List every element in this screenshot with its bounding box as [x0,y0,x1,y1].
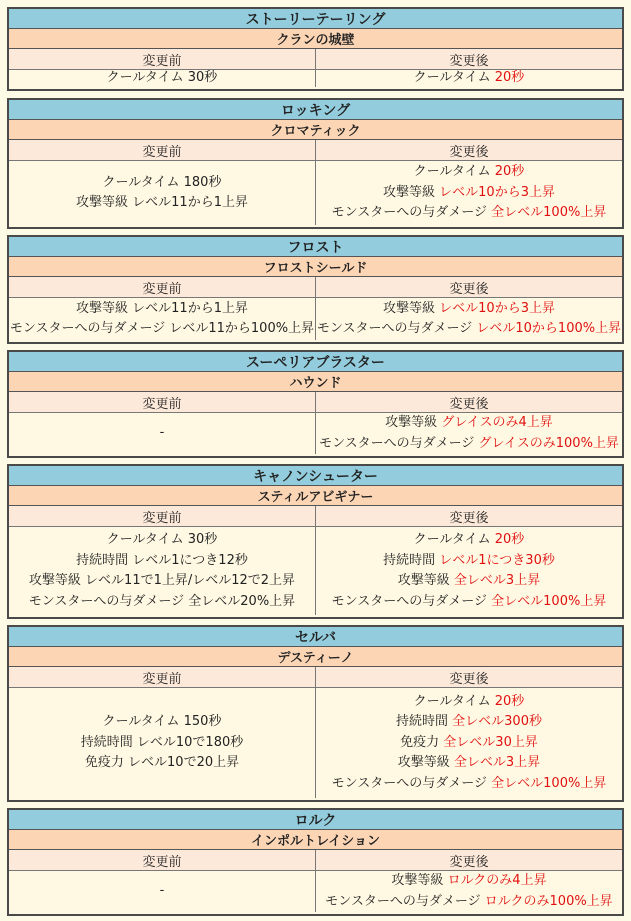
before-label: 変更前 [9,49,315,69]
changed-value: 全レベル3上昇 [453,755,541,771]
comparison-body [9,688,622,798]
after-line [319,434,619,455]
stat-text: 免疫力 レベル10で20上昇 [84,755,240,771]
before-cell [9,413,315,454]
column-labels [9,506,622,527]
stat-text: モンスターへの与ダメージ [319,435,479,451]
column-labels [9,49,622,70]
skill-name: スティルアビギナー [9,486,622,506]
stat-text: 攻撃等級 [383,300,440,316]
comparison-body [9,161,622,225]
after-line [414,162,525,183]
changed-value: 20秒 [494,532,525,547]
column-labels [9,392,622,413]
skill-block [7,350,624,458]
skill-name: デスティーノ [9,647,622,667]
changed-value: グレイスのみ100%上昇 [478,435,619,451]
stat-text: 免疫力 [400,734,444,750]
stat-text: 持続時間 [383,552,440,568]
after-label: 変更後 [315,667,622,687]
skill-block [7,98,624,229]
after-line [383,299,555,320]
stat-text: モンスターへの与ダメージ [325,893,485,909]
after-label: 変更後 [315,140,622,160]
after-line [317,319,621,340]
changed-value: 全レベル100%上昇 [491,593,607,609]
column-labels [9,140,622,161]
after-label: 変更後 [315,506,622,526]
changed-value: 20秒 [494,693,525,709]
after-line [383,183,555,204]
after-line [391,871,546,892]
after-cell [315,688,622,798]
comparison-body [9,527,622,615]
changed-value: 全レベル100%上昇 [491,775,607,791]
stat-text: モンスターへの与ダメージ 全レベル20%上昇 [28,593,296,609]
changed-value: レベル10から100%上昇 [476,321,622,336]
changed-value: 全レベル30上昇 [443,734,538,750]
stat-text: 攻撃等級 [397,573,454,588]
job-title: ストーリーテーリング [9,9,622,29]
before-line [10,319,314,340]
job-title: ロッキング [9,100,622,120]
stat-text: モンスターへの与ダメージ [316,321,477,336]
after-label: 変更後 [315,277,622,297]
stat-text: 攻撃等級 レベル11から1上昇 [76,300,248,316]
after-label: 変更後 [315,392,622,412]
stat-text: 攻撃等級 レベル11から1上昇 [76,195,248,210]
stat-text: クールタイム 180秒 [102,174,222,190]
after-cell [315,161,622,225]
after-line [414,530,525,551]
before-label: 変更前 [9,506,315,526]
before-line [103,712,222,733]
column-labels [9,667,622,688]
stat-text: 攻撃等級 [391,873,448,888]
skill-name: インポルトレイション [9,830,622,850]
changed-value: グレイスのみ4上昇 [441,415,553,430]
stat-text: 持続時間 レベル10で180秒 [80,734,244,750]
after-line [414,68,525,89]
after-line [398,571,540,592]
skill-name: クロマティック [9,120,622,140]
changed-value: 20秒 [494,164,525,180]
before-line [76,551,248,572]
stat-text: 持続時間 レベル1につき12秒 [76,552,248,568]
changed-value: レベル1につき30秒 [439,552,555,568]
job-title: スーペリアブラスター [9,352,622,372]
stat-text: モンスターへの与ダメージ [331,593,492,609]
job-title: フロスト [9,237,622,257]
after-label: 変更後 [315,850,622,870]
before-label: 変更前 [9,140,315,160]
job-title: キャノンシューター [9,466,622,486]
before-label: 変更前 [9,850,315,870]
before-line [107,530,218,551]
changed-value: 全レベル300秒 [452,714,542,730]
before-line [160,423,165,444]
stat-text: モンスターへの与ダメージ [331,775,492,791]
after-line [385,413,553,434]
stat-text: - [159,425,165,441]
comparison-body [9,871,622,912]
stat-text: クールタイム [413,532,495,547]
after-line [332,203,607,224]
stat-text: 攻撃等級 [385,415,442,430]
before-line [29,592,295,613]
after-cell [315,298,622,340]
comparison-body [9,298,622,340]
before-line [107,68,218,89]
stat-text: クールタイム 150秒 [102,714,222,730]
before-line [85,753,239,774]
before-line [160,881,165,902]
skill-block [7,7,624,91]
job-title: ロルク [9,810,622,830]
after-cell [315,413,622,454]
after-line [414,692,525,713]
skill-name: フロストシールド [9,257,622,277]
stat-text: クールタイム 30秒 [106,532,218,547]
after-line [332,592,607,613]
changed-value: 20秒 [494,70,525,86]
before-line [29,571,295,592]
after-cell [315,871,622,912]
comparison-body [9,413,622,454]
after-line [396,712,542,733]
stat-text: モンスターへの与ダメージ [331,205,492,221]
stat-text: クールタイム 30秒 [106,70,218,86]
changed-value: レベル10から3上昇 [439,184,555,200]
before-line [76,299,248,320]
before-line [81,733,244,754]
skill-name: ハウンド [9,372,622,392]
changed-value: ロルクのみ4上昇 [447,873,547,888]
after-cell [315,70,622,87]
after-line [400,733,538,754]
before-cell [9,70,315,87]
changed-value: 全レベル3上昇 [453,573,541,588]
skill-block [7,464,624,619]
before-cell [9,298,315,340]
column-labels [9,850,622,871]
after-label: 変更後 [315,49,622,69]
stat-text: 攻撃等級 [383,184,440,200]
before-label: 変更前 [9,277,315,297]
after-line [332,774,607,795]
stat-text: 攻撃等級 レベル11で1上昇/レベル12で2上昇 [28,573,296,588]
changed-value: レベル10から3上昇 [439,300,555,316]
after-line [325,892,612,913]
stat-text: 攻撃等級 [397,755,454,771]
before-cell [9,161,315,225]
before-cell [9,871,315,912]
stat-text: クールタイム [413,693,495,709]
before-label: 変更前 [9,392,315,412]
skill-block [7,625,624,802]
before-line [76,193,248,214]
skill-block [7,808,624,916]
column-labels [9,277,622,298]
after-line [383,551,555,572]
after-cell [315,527,622,615]
stat-text: クールタイム [413,164,495,180]
before-cell [9,527,315,615]
job-title: セルバ [9,627,622,647]
changed-value: 全レベル100%上昇 [491,205,607,221]
before-label: 変更前 [9,667,315,687]
comparison-body [9,70,622,87]
after-line [398,753,540,774]
stat-text: 持続時間 [396,714,453,730]
changed-value: ロルクのみ100%上昇 [484,893,613,909]
stat-text: - [159,883,165,899]
before-line [103,173,222,194]
stat-text: クールタイム [413,70,495,86]
skill-name: クランの城壁 [9,29,622,49]
skill-block [7,235,624,344]
stat-text: モンスターへの与ダメージ レベル11から100%上昇 [9,321,315,336]
before-cell [9,688,315,798]
